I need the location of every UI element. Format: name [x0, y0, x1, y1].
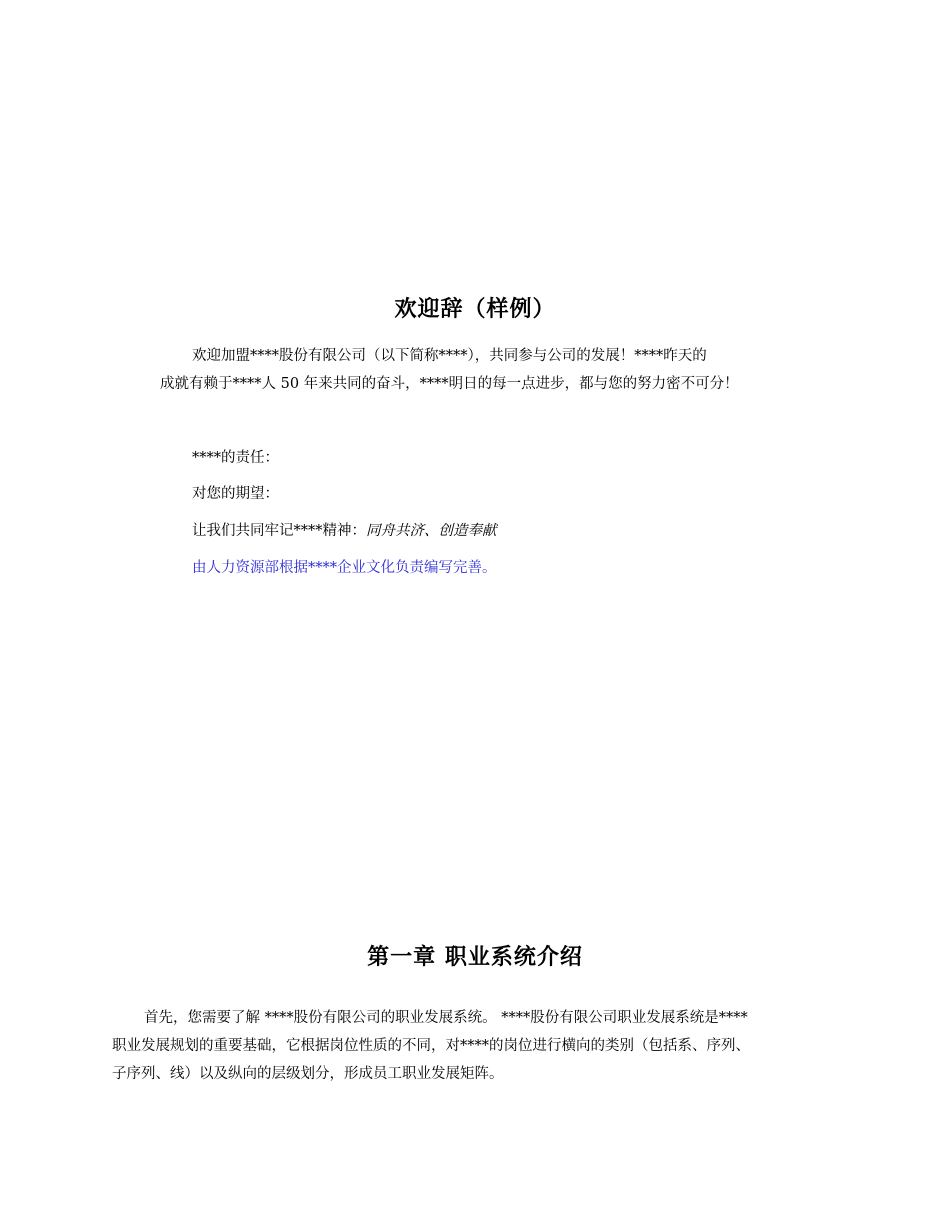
chapter-paragraph-line: 职业发展规划的重要基础，它根据岗位性质的不同，对****的岗位进行横向的类别（包括系、序列、	[112, 1038, 750, 1054]
welcome-paragraph-line: 欢迎加盟****股份有限公司（以下简称****），共同参与公司的发展！****昨天的	[192, 348, 707, 364]
welcome-paragraph	[160, 342, 820, 398]
expectation-label: 对您的期望：	[192, 486, 279, 502]
chapter-paragraph-line: 子序列、线）以及纵向的层级划分，形成员工职业发展矩阵。	[112, 1066, 504, 1082]
chapter-paragraph-line: 首先，您需要了解 ****股份有限公司的职业发展系统。 ****股份有限公司职业发展系统是****	[144, 1010, 748, 1026]
chapter-paragraph	[112, 1004, 838, 1088]
hr-note: 由人力资源部根据****企业文化负责编写完善。	[192, 560, 497, 576]
spirit-line	[192, 519, 497, 540]
spirit-value: 同舟共济、创造奉献	[366, 523, 497, 539]
responsibility-label: ****的责任：	[192, 450, 279, 466]
welcome-title: 欢迎辞（样例）	[394, 297, 556, 322]
spirit-label: 让我们共同牢记****精神：	[192, 523, 366, 539]
chapter-title: 第一章 职业系统介绍	[367, 945, 583, 970]
welcome-paragraph-line: 成就有赖于****人 50 年来共同的奋斗，****明日的每一点进步，都与您的努力密不可分！	[160, 376, 739, 392]
